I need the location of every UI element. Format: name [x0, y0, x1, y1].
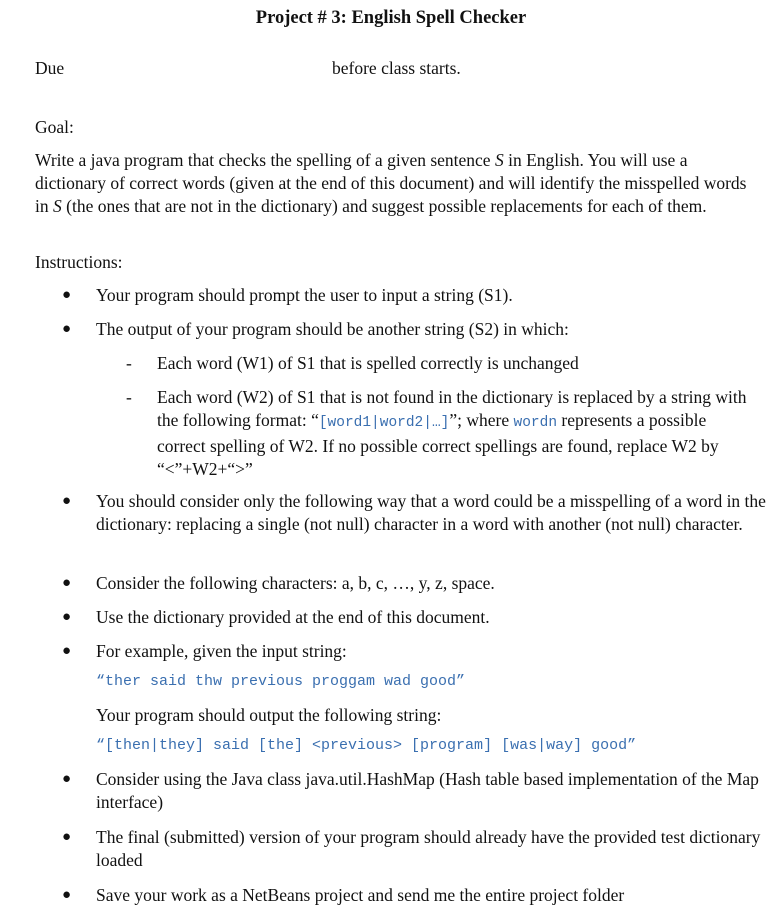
wordn-code: wordn [513, 415, 558, 431]
example-output: “[then|they] said [the] <previous> [program] [was|way] good” [96, 737, 637, 754]
bullet-icon: ● [62, 493, 72, 509]
bullet-icon: ● [62, 575, 72, 591]
bullet-item: ● Use the dictionary provided at the end of this document. [62, 607, 490, 627]
bullet-item: ● Consider using the Java class java.util.HashMap (Hash table based implementation of the Map interface) [62, 769, 759, 812]
bullet-icon: ● [62, 643, 72, 659]
bullet-item: ● Save your work as a NetBeans project and send me the entire project folder [62, 885, 625, 905]
instructions-heading: Instructions: [35, 252, 123, 272]
format-code: [word1|word2|…] [318, 415, 450, 431]
example-output-intro: Your program should output the following string: [96, 705, 442, 725]
sub-item: - Each word (W2) of S1 that is not found in the dictionary is replaced by a string with the following format: “[word1|word2|…]”; where wordn represents a possible correct spelling of W2. If no possible correct spellings are found, replace W2 by “<”+W2+“>” [126, 387, 747, 479]
bullet-icon: ● [62, 609, 72, 625]
example-input: “ther said thw previous proggam wad good” [96, 673, 466, 690]
dash-icon: - [126, 387, 132, 407]
bullet-item: ● The output of your program should be another string (S2) in which: [62, 319, 569, 339]
sentence-variable: S [53, 196, 62, 216]
dash-icon: - [126, 353, 132, 373]
sentence-variable: S [494, 150, 504, 170]
goal-paragraph: Write a java program that checks the spelling of a given sentence S in English. You will use a dictionary of correct words (given at the end of this document) and will identify the misspelled words in S (the ones that are not in the dictionary) and suggest possible replacements for each of them. [35, 150, 747, 216]
sub-item: - Each word (W1) of S1 that is spelled correctly is unchanged [126, 353, 579, 373]
due-value: before class starts. [332, 58, 461, 78]
bullet-item: ● Your program should prompt the user to input a string (S1). [62, 285, 513, 305]
bullet-icon: ● [62, 887, 72, 903]
bullet-icon: ● [62, 829, 72, 845]
bullet-icon: ● [62, 287, 72, 303]
bullet-item: ● Consider the following characters: a, b, c, …, y, z, space. [62, 573, 495, 593]
goal-heading: Goal: [35, 117, 74, 137]
bullet-icon: ● [62, 771, 72, 787]
bullet-icon: ● [62, 321, 72, 337]
bullet-item: ● The final (submitted) version of your program should already have the provided test dictionary loaded [62, 827, 761, 870]
bullet-item: ● You should consider only the following way that a word could be a misspelling of a word in the dictionary: replacing a single (not null) character in a word with another (not null) character. [62, 491, 766, 534]
due-label: Due [35, 58, 65, 78]
document-title: Project # 3: English Spell Checker [255, 8, 527, 28]
bullet-item: ● For example, given the input string: [62, 641, 347, 661]
